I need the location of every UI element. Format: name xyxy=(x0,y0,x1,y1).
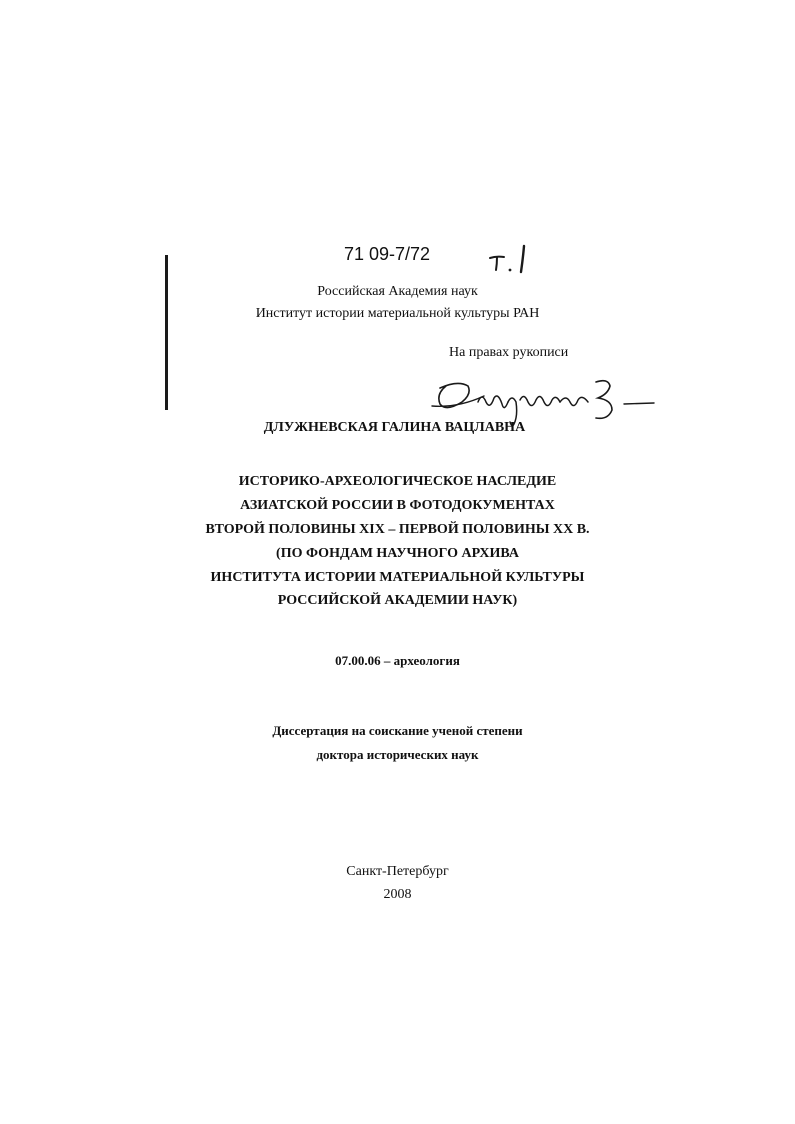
author-name: ДЛУЖНЕВСКАЯ ГАЛИНА ВАЦЛАВНА xyxy=(263,420,526,435)
title-line-3: ВТОРОЙ ПОЛОВИНЫ XIX – ПЕРВОЙ ПОЛОВИНЫ XX В. xyxy=(205,522,590,537)
handwritten-volume-mark xyxy=(486,240,536,280)
specialty-code: 07.00.06 – археология xyxy=(335,653,460,668)
title-line-2: АЗИАТСКОЙ РОССИИ В ФОТОДОКУМЕНТАХ xyxy=(240,498,555,513)
degree-line-2: доктора исторических наук xyxy=(316,747,479,762)
reference-number: 71 09-7/72 xyxy=(344,244,431,264)
degree-line-1: Диссертация на соискание ученой степени xyxy=(272,723,523,738)
city: Санкт-Петербург xyxy=(346,864,449,879)
rights-note: На правах рукописи xyxy=(449,345,569,360)
institution-academy: Российская Академия наук xyxy=(317,284,478,299)
title-line-1: ИСТОРИКО-АРХЕОЛОГИЧЕСКОЕ НАСЛЕДИЕ xyxy=(238,474,557,489)
institution-institute: Институт истории материальной культуры РАН xyxy=(255,306,540,321)
title-line-6: РОССИЙСКОЙ АКАДЕМИИ НАУК) xyxy=(277,593,518,608)
year: 2008 xyxy=(383,887,412,902)
title-line-4: (ПО ФОНДАМ НАУЧНОГО АРХИВА xyxy=(276,546,519,561)
title-line-5: ИНСТИТУТА ИСТОРИИ МАТЕРИАЛЬНОЙ КУЛЬТУРЫ xyxy=(210,570,585,585)
scan-edge-mark xyxy=(165,255,168,410)
